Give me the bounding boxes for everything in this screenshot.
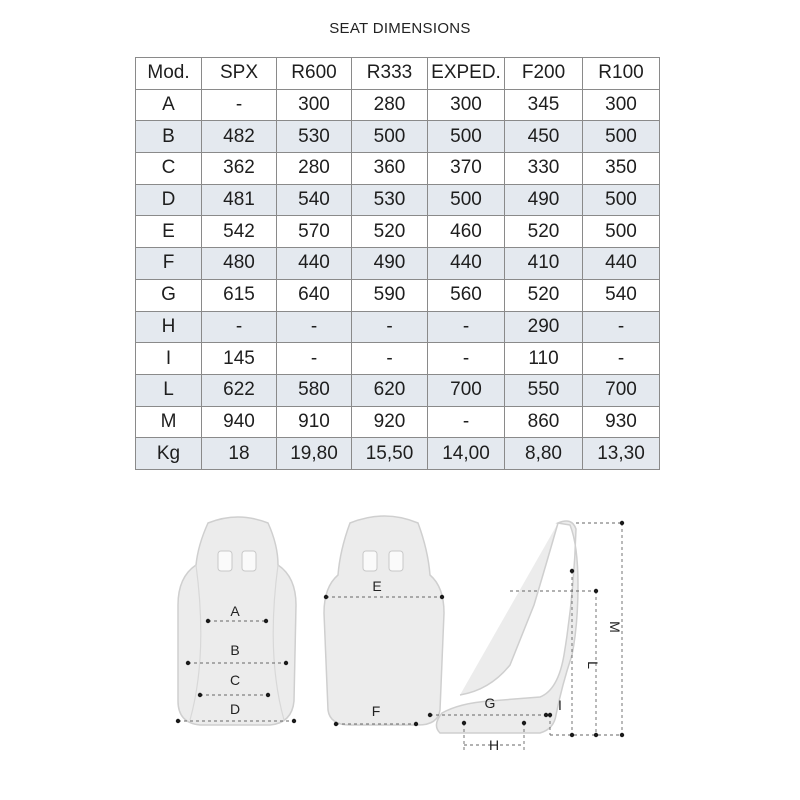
table-cell: 360 [352, 153, 428, 185]
table-cell: 362 [202, 153, 277, 185]
table-cell: 450 [505, 121, 583, 153]
label-l: L [585, 661, 601, 669]
row-label-cell: L [136, 374, 202, 406]
table-cell: 530 [352, 184, 428, 216]
label-c: C [229, 672, 241, 688]
row-label-cell: H [136, 311, 202, 343]
table-cell: 500 [352, 121, 428, 153]
table-cell: 280 [352, 89, 428, 121]
table-cell: 440 [583, 248, 660, 280]
row-label-cell: A [136, 89, 202, 121]
table-cell: 500 [583, 184, 660, 216]
seat-back-view [324, 516, 444, 725]
table-header-cell: F200 [505, 58, 583, 90]
table-cell: 940 [202, 406, 277, 438]
table-cell: 570 [277, 216, 352, 248]
row-label-cell: Kg [136, 438, 202, 470]
table-cell: 19,80 [277, 438, 352, 470]
table-cell: - [428, 311, 505, 343]
table-row [136, 216, 660, 248]
table-cell: - [583, 311, 660, 343]
table-row [136, 406, 660, 438]
table-cell: 460 [428, 216, 505, 248]
table-cell: 482 [202, 121, 277, 153]
seat-back-shape [324, 516, 444, 725]
seat-diagram-svg [160, 505, 640, 775]
table-cell: 530 [277, 121, 352, 153]
table-cell: 520 [352, 216, 428, 248]
table-cell: 350 [583, 153, 660, 185]
table-header-cell: R600 [277, 58, 352, 90]
label-g: G [484, 695, 496, 711]
table-cell: 330 [505, 153, 583, 185]
table-cell: 480 [202, 248, 277, 280]
label-a: A [230, 603, 240, 619]
label-i: I [558, 697, 562, 713]
table-cell: - [202, 311, 277, 343]
table-cell: 580 [277, 374, 352, 406]
table-cell: - [428, 343, 505, 375]
table-cell: 860 [505, 406, 583, 438]
table-cell: 930 [583, 406, 660, 438]
label-b: B [230, 642, 240, 658]
row-label-cell: C [136, 153, 202, 185]
table-cell: 300 [277, 89, 352, 121]
row-label-cell: I [136, 343, 202, 375]
table-row [136, 343, 660, 375]
table-cell: 300 [583, 89, 660, 121]
back-slot-left [363, 551, 377, 571]
table-row [136, 438, 660, 470]
table-cell: 500 [428, 121, 505, 153]
table-cell: - [277, 343, 352, 375]
table-header-cell: SPX [202, 58, 277, 90]
table-cell: 300 [428, 89, 505, 121]
back-slot-right [389, 551, 403, 571]
table-cell: 910 [277, 406, 352, 438]
table-cell: 490 [505, 184, 583, 216]
table-cell: 620 [352, 374, 428, 406]
table-cell: - [428, 406, 505, 438]
harness-slot-left [218, 551, 232, 571]
table-row [136, 184, 660, 216]
table-row [136, 279, 660, 311]
table-cell: 500 [583, 216, 660, 248]
label-h: H [488, 737, 500, 753]
row-label-cell: D [136, 184, 202, 216]
table-cell: 550 [505, 374, 583, 406]
table-row [136, 374, 660, 406]
table-cell: 622 [202, 374, 277, 406]
table-cell: 8,80 [505, 438, 583, 470]
harness-slot-right [242, 551, 256, 571]
table-cell: 500 [428, 184, 505, 216]
table-cell: - [277, 311, 352, 343]
table-row [136, 153, 660, 185]
table-cell: 560 [428, 279, 505, 311]
table-cell: 615 [202, 279, 277, 311]
table-cell: - [352, 311, 428, 343]
table-cell: 410 [505, 248, 583, 280]
table-row [136, 121, 660, 153]
table-cell: 540 [583, 279, 660, 311]
label-m: M [607, 621, 623, 633]
table-cell: 920 [352, 406, 428, 438]
table-cell: 590 [352, 279, 428, 311]
table-cell: 110 [505, 343, 583, 375]
table-header-cell: R333 [352, 58, 428, 90]
row-label-cell: G [136, 279, 202, 311]
table-header-cell: R100 [583, 58, 660, 90]
table-cell: 15,50 [352, 438, 428, 470]
table-row [136, 248, 660, 280]
table-cell: 640 [277, 279, 352, 311]
table-cell: - [352, 343, 428, 375]
row-label-cell: E [136, 216, 202, 248]
seat-side-shape [436, 521, 578, 733]
label-e: E [372, 578, 382, 594]
table-cell: 440 [277, 248, 352, 280]
table-cell: 145 [202, 343, 277, 375]
seat-dimensions-table [135, 57, 660, 470]
label-d: D [229, 701, 241, 717]
table-header-row [136, 58, 660, 90]
seat-side-view [436, 521, 578, 733]
table-cell: 490 [352, 248, 428, 280]
table-cell: 700 [583, 374, 660, 406]
table-cell: 540 [277, 184, 352, 216]
table-cell: - [583, 343, 660, 375]
row-label-cell: M [136, 406, 202, 438]
table-cell: 520 [505, 279, 583, 311]
table-cell: 481 [202, 184, 277, 216]
table-cell: 280 [277, 153, 352, 185]
page-title: SEAT DIMENSIONS [329, 20, 471, 37]
seat-diagram [160, 505, 640, 775]
table-cell: 13,30 [583, 438, 660, 470]
table-cell: 370 [428, 153, 505, 185]
table-cell: 440 [428, 248, 505, 280]
row-label-cell: F [136, 248, 202, 280]
table-cell: - [202, 89, 277, 121]
table-cell: 18 [202, 438, 277, 470]
table-cell: 14,00 [428, 438, 505, 470]
table-cell: 542 [202, 216, 277, 248]
table-cell: 290 [505, 311, 583, 343]
table-cell: 345 [505, 89, 583, 121]
row-label-cell: B [136, 121, 202, 153]
seat-front-view [178, 517, 296, 725]
label-f: F [371, 703, 381, 719]
table-cell: 700 [428, 374, 505, 406]
table-cell: 520 [505, 216, 583, 248]
table-cell: 500 [583, 121, 660, 153]
table-header-cell: Mod. [136, 58, 202, 90]
table-row [136, 89, 660, 121]
table-row [136, 311, 660, 343]
table-header-cell: EXPED. [428, 58, 505, 90]
